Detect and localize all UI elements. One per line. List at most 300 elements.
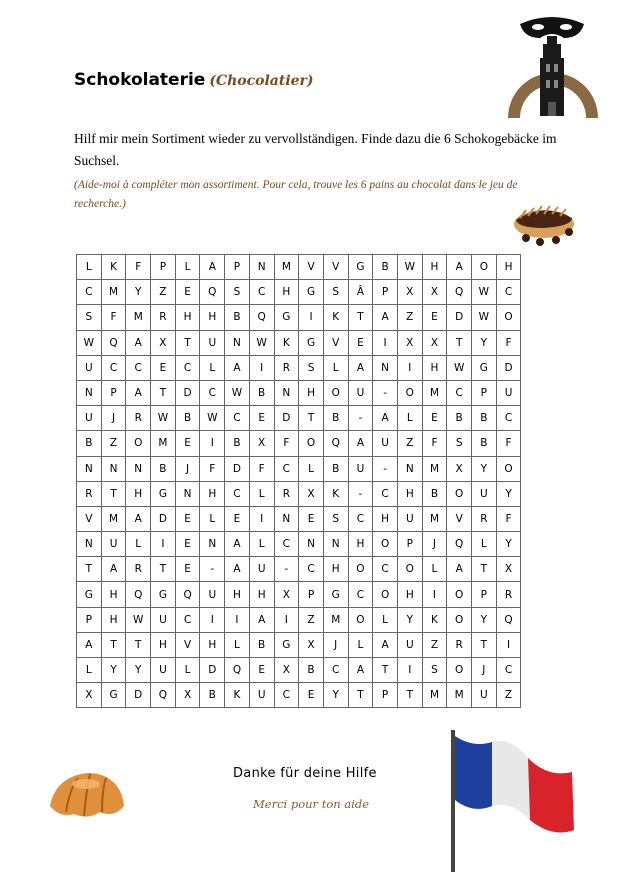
grid-cell: H: [299, 380, 324, 405]
grid-cell: T: [151, 557, 176, 582]
grid-cell: F: [101, 305, 126, 330]
grid-cell: M: [422, 456, 447, 481]
grid-cell: M: [447, 683, 472, 708]
grid-cell: N: [373, 355, 398, 380]
grid-cell: E: [422, 406, 447, 431]
grid-cell: N: [126, 456, 151, 481]
grid-cell: G: [299, 330, 324, 355]
grid-cell: R: [274, 481, 299, 506]
grid-cell: E: [151, 355, 176, 380]
grid-cell: U: [151, 658, 176, 683]
grid-cell: X: [422, 280, 447, 305]
grid-cell: N: [274, 380, 299, 405]
grid-cell: H: [101, 607, 126, 632]
grid-cell: F: [496, 431, 521, 456]
grid-cell: E: [249, 406, 274, 431]
grid-cell: P: [397, 532, 422, 557]
grid-cell: U: [77, 355, 102, 380]
grid-cell: R: [77, 481, 102, 506]
grid-cell: E: [175, 532, 200, 557]
grid-cell: H: [397, 481, 422, 506]
grid-cell: L: [225, 632, 250, 657]
grid-cell: G: [151, 481, 176, 506]
grid-row: [77, 255, 521, 280]
grid-cell: Y: [472, 456, 497, 481]
grid-cell: Q: [447, 280, 472, 305]
grid-cell: Q: [101, 330, 126, 355]
grid-cell: H: [397, 582, 422, 607]
grid-cell: Z: [151, 280, 176, 305]
grid-cell: A: [348, 431, 373, 456]
instruction-translation: (Aide-moi à compléter mon assortiment. Pour cela, trouve les 6 pains au chocolat dans le jeu de recherche.): [74, 179, 518, 210]
grid-cell: N: [77, 532, 102, 557]
grid-cell: D: [225, 456, 250, 481]
grid-cell: L: [323, 355, 348, 380]
grid-cell: H: [373, 506, 398, 531]
page-title: [74, 70, 314, 90]
grid-cell: U: [200, 330, 225, 355]
grid-cell: C: [447, 380, 472, 405]
grid-cell: Y: [323, 683, 348, 708]
grid-cell: C: [249, 280, 274, 305]
grid-cell: O: [373, 582, 398, 607]
grid-cell: Z: [422, 632, 447, 657]
grid-cell: T: [151, 380, 176, 405]
grid-cell: L: [175, 255, 200, 280]
grid-cell: Z: [397, 431, 422, 456]
grid-cell: T: [101, 632, 126, 657]
grid-cell: K: [274, 330, 299, 355]
grid-cell: Z: [397, 305, 422, 330]
grid-cell: A: [373, 406, 398, 431]
grid-cell: -: [348, 481, 373, 506]
grid-cell: G: [299, 280, 324, 305]
thanks-translation: Merci pour ton aide: [253, 797, 370, 811]
instruction-text: Hilf mir mein Sortiment wieder zu vervollständigen. Finde dazu die 6 Schokogebäcke im Suchsel.: [74, 131, 557, 168]
grid-cell: P: [472, 582, 497, 607]
grid-cell: O: [447, 481, 472, 506]
grid-cell: F: [200, 456, 225, 481]
grid-cell: L: [77, 255, 102, 280]
grid-cell: U: [397, 632, 422, 657]
grid-cell: J: [422, 532, 447, 557]
grid-cell: D: [447, 305, 472, 330]
grid-cell: A: [126, 330, 151, 355]
grid-cell: K: [422, 607, 447, 632]
grid-cell: B: [151, 456, 176, 481]
grid-cell: Q: [447, 532, 472, 557]
grid-cell: C: [348, 582, 373, 607]
grid-cell: M: [101, 506, 126, 531]
word-search-grid: [76, 254, 521, 708]
grid-cell: V: [447, 506, 472, 531]
grid-row: [77, 658, 521, 683]
grid-cell: L: [299, 456, 324, 481]
grid-cell: E: [348, 330, 373, 355]
grid-cell: I: [299, 305, 324, 330]
grid-cell: W: [151, 406, 176, 431]
grid-cell: E: [249, 658, 274, 683]
grid-row: [77, 305, 521, 330]
grid-cell: F: [422, 431, 447, 456]
grid-cell: B: [200, 683, 225, 708]
grid-cell: U: [373, 431, 398, 456]
grid-cell: M: [323, 607, 348, 632]
grid-cell: M: [274, 255, 299, 280]
grid-cell: X: [249, 431, 274, 456]
grid-cell: N: [77, 380, 102, 405]
grid-cell: Y: [496, 481, 521, 506]
grid-cell: B: [373, 255, 398, 280]
grid-cell: B: [422, 481, 447, 506]
grid-cell: A: [447, 557, 472, 582]
grid-cell: L: [397, 406, 422, 431]
grid-cell: Q: [200, 280, 225, 305]
grid-cell: H: [101, 582, 126, 607]
grid-row: [77, 330, 521, 355]
croissant-image: [44, 762, 128, 822]
grid-cell: L: [249, 481, 274, 506]
grid-cell: X: [274, 582, 299, 607]
grid-cell: T: [472, 557, 497, 582]
grid-cell: F: [274, 431, 299, 456]
grid-cell: R: [151, 305, 176, 330]
grid-cell: F: [496, 506, 521, 531]
grid-cell: E: [175, 280, 200, 305]
grid-cell: L: [373, 607, 398, 632]
grid-cell: L: [200, 506, 225, 531]
grid-cell: T: [397, 683, 422, 708]
title-translation: (Chocolatier): [209, 73, 314, 89]
grid-cell: H: [200, 305, 225, 330]
grid-cell: O: [348, 607, 373, 632]
grid-cell: D: [274, 406, 299, 431]
grid-cell: Y: [397, 607, 422, 632]
grid-cell: H: [126, 481, 151, 506]
grid-cell: G: [274, 632, 299, 657]
grid-cell: N: [175, 481, 200, 506]
grid-cell: W: [249, 330, 274, 355]
grid-cell: E: [175, 506, 200, 531]
grid-cell: C: [101, 355, 126, 380]
grid-cell: K: [323, 481, 348, 506]
grid-cell: -: [200, 557, 225, 582]
grid-cell: U: [249, 683, 274, 708]
grid-cell: A: [249, 607, 274, 632]
grid-cell: X: [151, 330, 176, 355]
grid-cell: U: [348, 456, 373, 481]
grid-cell: J: [175, 456, 200, 481]
grid-cell: H: [422, 255, 447, 280]
grid-cell: P: [225, 255, 250, 280]
grid-cell: X: [175, 683, 200, 708]
grid-row: [77, 582, 521, 607]
grid-cell: D: [200, 658, 225, 683]
grid-cell: I: [225, 607, 250, 632]
grid-cell: Q: [225, 658, 250, 683]
grid-cell: P: [373, 683, 398, 708]
grid-cell: W: [77, 330, 102, 355]
grid-cell: R: [496, 582, 521, 607]
grid-cell: M: [422, 683, 447, 708]
grid-cell: T: [348, 683, 373, 708]
grid-cell: -: [348, 406, 373, 431]
grid-cell: Z: [299, 607, 324, 632]
grid-cell: N: [200, 532, 225, 557]
mascot-logo-image: [500, 8, 605, 120]
grid-cell: E: [225, 506, 250, 531]
grid-cell: C: [274, 683, 299, 708]
grid-cell: U: [496, 380, 521, 405]
grid-cell: Y: [126, 658, 151, 683]
grid-cell: O: [126, 431, 151, 456]
grid-cell: A: [447, 255, 472, 280]
grid-cell: W: [126, 607, 151, 632]
grid-cell: L: [472, 532, 497, 557]
grid-cell: U: [472, 683, 497, 708]
grid-cell: R: [126, 557, 151, 582]
grid-cell: H: [348, 532, 373, 557]
grid-cell: X: [77, 683, 102, 708]
grid-cell: G: [77, 582, 102, 607]
grid-cell: A: [126, 506, 151, 531]
grid-cell: J: [323, 632, 348, 657]
grid-cell: L: [249, 532, 274, 557]
grid-cell: B: [447, 406, 472, 431]
grid-cell: U: [348, 380, 373, 405]
grid-cell: T: [77, 557, 102, 582]
grid-cell: Z: [496, 683, 521, 708]
grid-cell: L: [200, 355, 225, 380]
grid-cell: G: [274, 305, 299, 330]
grid-cell: Â: [348, 280, 373, 305]
grid-cell: O: [348, 557, 373, 582]
grid-cell: N: [274, 506, 299, 531]
grid-cell: A: [373, 305, 398, 330]
grid-cell: V: [323, 255, 348, 280]
grid-row: [77, 280, 521, 305]
grid-cell: F: [126, 255, 151, 280]
grid-cell: O: [323, 380, 348, 405]
grid-cell: D: [496, 355, 521, 380]
grid-row: [77, 481, 521, 506]
grid-cell: S: [225, 280, 250, 305]
grid-cell: T: [101, 481, 126, 506]
grid-cell: C: [225, 406, 250, 431]
grid-cell: A: [225, 532, 250, 557]
grid-cell: C: [225, 481, 250, 506]
grid-cell: -: [373, 456, 398, 481]
grid-cell: A: [348, 355, 373, 380]
grid-cell: R: [126, 406, 151, 431]
grid-cell: O: [472, 255, 497, 280]
grid-row: [77, 532, 521, 557]
grid-cell: P: [373, 280, 398, 305]
grid-cell: C: [348, 506, 373, 531]
grid-cell: I: [249, 355, 274, 380]
grid-cell: -: [373, 380, 398, 405]
grid-cell: X: [397, 330, 422, 355]
grid-cell: L: [126, 532, 151, 557]
grid-cell: G: [348, 255, 373, 280]
grid-cell: C: [175, 355, 200, 380]
grid-cell: I: [200, 607, 225, 632]
grid-cell: C: [77, 280, 102, 305]
grid-cell: I: [397, 355, 422, 380]
grid-cell: M: [101, 280, 126, 305]
grid-cell: H: [200, 481, 225, 506]
grid-cell: A: [126, 380, 151, 405]
thanks-text: Danke für deine Hilfe: [233, 766, 377, 781]
grid-cell: F: [249, 456, 274, 481]
grid-cell: S: [447, 431, 472, 456]
grid-cell: C: [496, 280, 521, 305]
grid-cell: T: [447, 330, 472, 355]
grid-cell: C: [496, 406, 521, 431]
grid-cell: O: [496, 456, 521, 481]
grid-cell: T: [175, 330, 200, 355]
grid-cell: W: [225, 380, 250, 405]
grid-cell: T: [472, 632, 497, 657]
grid-cell: C: [496, 658, 521, 683]
grid-cell: N: [101, 456, 126, 481]
grid-cell: B: [249, 380, 274, 405]
grid-cell: C: [299, 557, 324, 582]
grid-cell: E: [422, 305, 447, 330]
grid-cell: I: [249, 506, 274, 531]
grid-cell: O: [447, 658, 472, 683]
grid-cell: F: [496, 330, 521, 355]
title-text: Schokolaterie: [74, 70, 206, 90]
grid-cell: B: [77, 431, 102, 456]
grid-cell: B: [323, 456, 348, 481]
grid-cell: P: [101, 380, 126, 405]
grid-cell: Y: [496, 532, 521, 557]
grid-cell: V: [77, 506, 102, 531]
grid-cell: S: [323, 280, 348, 305]
grid-cell: O: [373, 532, 398, 557]
grid-row: [77, 506, 521, 531]
grid-cell: P: [472, 380, 497, 405]
grid-cell: G: [151, 582, 176, 607]
grid-cell: B: [249, 632, 274, 657]
grid-cell: L: [348, 632, 373, 657]
grid-cell: K: [323, 305, 348, 330]
grid-cell: U: [200, 582, 225, 607]
grid-cell: T: [373, 658, 398, 683]
french-flag-image: [448, 728, 578, 874]
grid-cell: U: [77, 406, 102, 431]
grid-cell: J: [101, 406, 126, 431]
grid-cell: K: [101, 255, 126, 280]
grid-cell: M: [151, 431, 176, 456]
grid-cell: A: [225, 557, 250, 582]
grid-row: [77, 683, 521, 708]
grid-cell: H: [151, 632, 176, 657]
grid-cell: H: [496, 255, 521, 280]
grid-cell: N: [77, 456, 102, 481]
grid-cell: W: [200, 406, 225, 431]
grid-cell: C: [274, 456, 299, 481]
grid-cell: O: [447, 607, 472, 632]
grid-row: [77, 355, 521, 380]
grid-cell: I: [397, 658, 422, 683]
grid-cell: Q: [175, 582, 200, 607]
grid-cell: G: [472, 355, 497, 380]
grid-cell: M: [422, 380, 447, 405]
grid-cell: A: [225, 355, 250, 380]
grid-cell: H: [175, 305, 200, 330]
grid-cell: N: [299, 532, 324, 557]
grid-cell: X: [299, 632, 324, 657]
grid-cell: U: [151, 607, 176, 632]
grid-cell: S: [77, 305, 102, 330]
grid-cell: G: [323, 582, 348, 607]
grid-row: [77, 456, 521, 481]
grid-cell: L: [175, 658, 200, 683]
grid-cell: N: [249, 255, 274, 280]
grid-cell: -: [274, 557, 299, 582]
grid-cell: W: [447, 355, 472, 380]
grid-cell: B: [225, 431, 250, 456]
grid-cell: Q: [323, 431, 348, 456]
grid-cell: X: [274, 658, 299, 683]
grid-cell: P: [299, 582, 324, 607]
grid-cell: Y: [472, 607, 497, 632]
grid-row: [77, 380, 521, 405]
grid-cell: X: [496, 557, 521, 582]
grid-cell: N: [397, 456, 422, 481]
grid-row: [77, 431, 521, 456]
grid-cell: X: [422, 330, 447, 355]
grid-cell: W: [472, 305, 497, 330]
grid-row: [77, 632, 521, 657]
grid-cell: H: [200, 632, 225, 657]
grid-cell: U: [472, 481, 497, 506]
grid-cell: C: [126, 355, 151, 380]
grid-cell: T: [126, 632, 151, 657]
grid-cell: Q: [496, 607, 521, 632]
grid-cell: X: [447, 456, 472, 481]
grid-cell: H: [225, 582, 250, 607]
grid-cell: H: [249, 582, 274, 607]
grid-cell: O: [447, 582, 472, 607]
grid-cell: D: [126, 683, 151, 708]
grid-cell: Z: [101, 431, 126, 456]
grid-cell: G: [101, 683, 126, 708]
grid-cell: A: [348, 658, 373, 683]
grid-cell: A: [200, 255, 225, 280]
grid-cell: C: [373, 557, 398, 582]
grid-row: [77, 607, 521, 632]
grid-cell: M: [126, 305, 151, 330]
grid-cell: V: [175, 632, 200, 657]
grid-cell: M: [422, 506, 447, 531]
grid-cell: U: [249, 557, 274, 582]
grid-cell: S: [323, 506, 348, 531]
grid-cell: R: [274, 355, 299, 380]
grid-cell: I: [496, 632, 521, 657]
grid-cell: T: [299, 406, 324, 431]
grid-cell: E: [299, 506, 324, 531]
grid-cell: A: [77, 632, 102, 657]
pastry-image: [506, 196, 578, 248]
grid-cell: Q: [151, 683, 176, 708]
grid-cell: B: [225, 305, 250, 330]
grid-cell: I: [274, 607, 299, 632]
grid-cell: I: [373, 330, 398, 355]
grid-cell: J: [472, 658, 497, 683]
